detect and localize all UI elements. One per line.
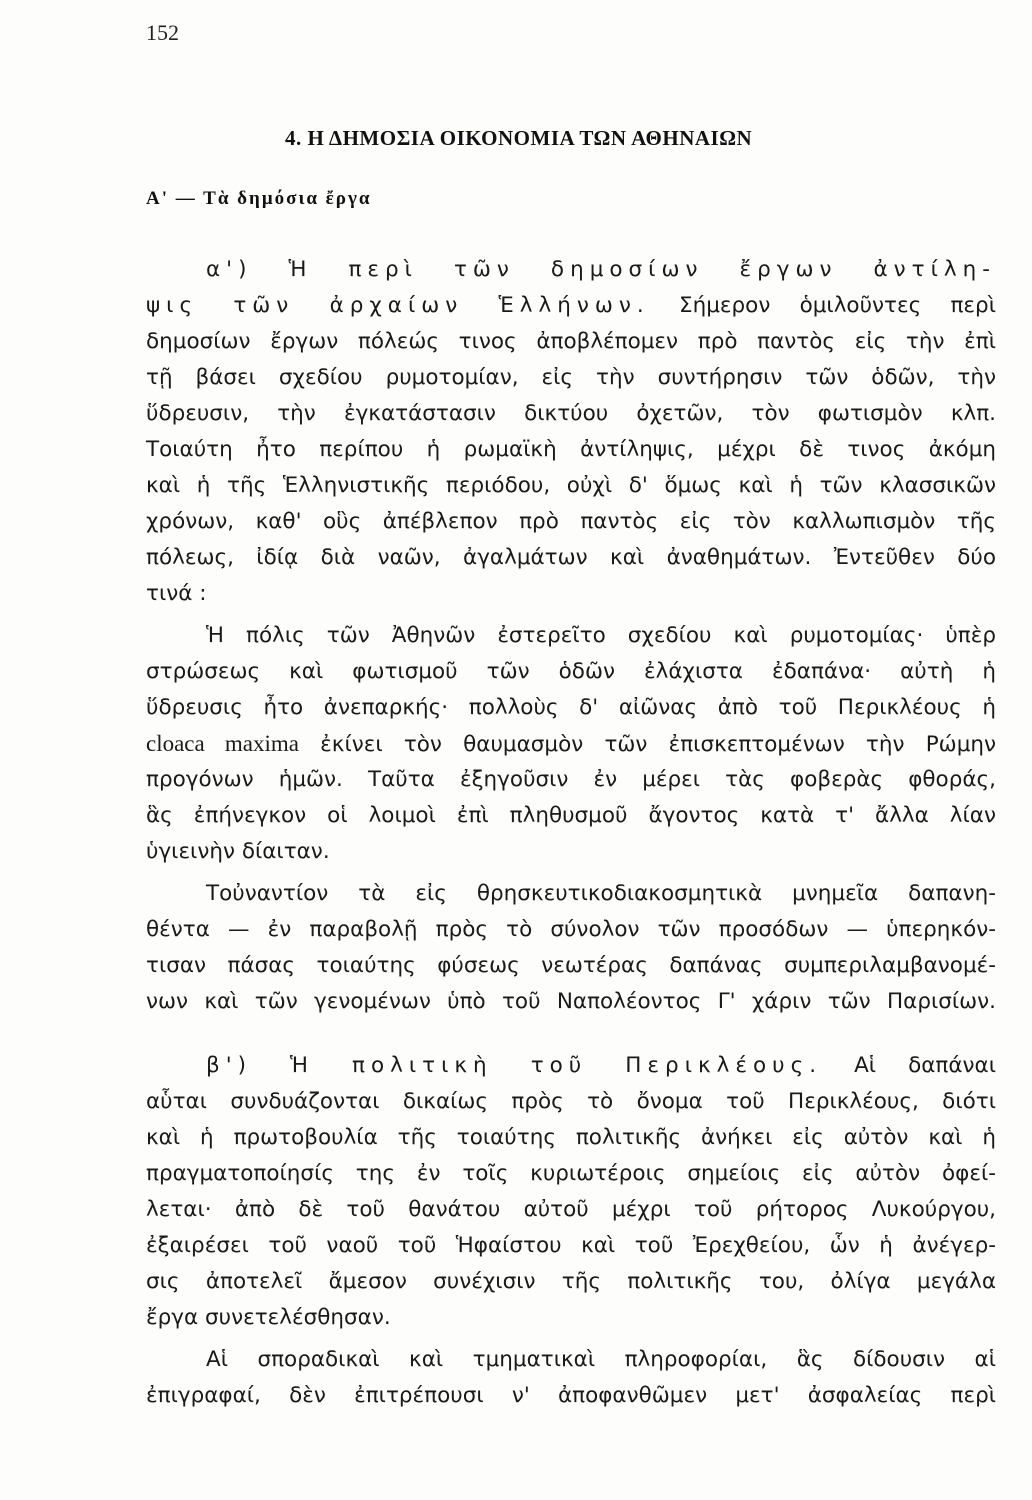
chapter-title: 4. Η ΔΗΜΟΣΙΑ ΟΙΚΟΝΟΜΙΑ ΤΩΝ ΑΘΗΝΑΙΩΝ: [285, 126, 753, 150]
paragraph-1-line-1: [206, 252, 996, 288]
paragraph-2-line-7: ὑγιεινὴν δίαιταν.: [146, 839, 330, 864]
paragraph-5-line-1: Αἱ σποραδικαὶ καὶ τμηματικαὶ πληροφορίαι, ἃς δίδουσιν αἱ: [206, 1347, 996, 1372]
paragraph-1-line-8: χρόνων, καθ' οὓς ἀπέβλεπον πρὸ παντὸς εἰς τὸν καλλωπισμὸν τῆς: [146, 509, 996, 534]
paragraph-5-line-2: ἐπιγραφαί, δὲν ἐπιτρέπουσι ν' ἀποφανθῶμεν μετ' ἀσφαλείας περὶ: [146, 1383, 996, 1408]
paragraph-4-line-5: λεται· ἀπὸ δὲ τοῦ θανάτου αὐτοῦ μέχρι τοῦ ρήτορος Λυκούργου,: [146, 1197, 996, 1222]
paragraph-4-line-7: σις ἀποτελεῖ ἄμεσον συνέχισιν τῆς πολιτικῆς του, ὀλίγα μεγάλα: [146, 1269, 996, 1294]
paragraph-2-line-6: ἃς ἐπήνεγκον οἱ λοιμοὶ ἐπὶ πληθυσμοῦ ἄγοντος κατὰ τ' ἄλλα λίαν: [146, 803, 996, 828]
paragraph-1-line-6: Τοιαύτη ἦτο περίπου ἡ ρωμαϊκὴ ἀντίληψις, μέχρι δὲ τινος ἀκόμη: [146, 437, 996, 462]
paragraph-2-line-4-text: ἐκίνει τὸν θαυμασμὸν τῶν ἐπισκεπτομένων τὴν Ρώμην: [320, 732, 997, 757]
paragraph-3-line-3: τισαν πάσας τοιαύτης φύσεως νεωτέρας δαπάνας συμπεριλαμβανομέ-: [146, 953, 996, 978]
paragraph-1-lead: α') Ἡ περὶ τῶν δημοσίων ἔργων ἀντίλη-: [206, 257, 996, 282]
paragraph-4-line-4: πραγματοποίησίς της ἐν τοῖς κυριωτέροις σημείοις εἰς αὐτὸν ὀφεί-: [146, 1161, 996, 1186]
paragraph-1-lead-continued: ψις τῶν ἀρχαίων Ἑλλήνων.: [146, 293, 650, 318]
paragraph-3-line-4: νων καὶ τῶν γενομένων ὑπὸ τοῦ Ναπολέοντος Γ' χάριν τῶν Παρισίων.: [146, 989, 996, 1014]
page-number: 152: [146, 20, 179, 45]
paragraph-4-line-8: ἔργα συνετελέσθησαν.: [146, 1305, 391, 1330]
paragraph-1-line-7: καὶ ἡ τῆς Ἑλληνιστικῆς περιόδου, οὐχὶ δ' ὅμως καὶ ἡ τῶν κλασσικῶν: [146, 473, 996, 498]
paragraph-2-line-1: Ἡ πόλις τῶν Ἀθηνῶν ἐστερεῖτο σχεδίου καὶ ρυμοτομίας· ὑπὲρ: [206, 623, 996, 648]
latin-phrase: cloaca maxima: [146, 731, 299, 756]
paragraph-1-line-5: ὕδρευσιν, τὴν ἐγκατάστασιν δικτύου ὀχετῶν, τὸν φωτισμὸν κλπ.: [146, 401, 996, 426]
paragraph-1-line-10: τινά :: [146, 581, 207, 606]
paragraph-1-line-4: τῇ βάσει σχεδίου ρυμοτομίαν, εἰς τὴν συντήρησιν τῶν ὁδῶν, τὴν: [146, 365, 996, 390]
paragraph-2-line-2: στρώσεως καὶ φωτισμοῦ τῶν ὁδῶν ἐλάχιστα ἐδαπάνα· αὐτὴ ἡ: [146, 659, 996, 684]
paragraph-3-line-1: Τοὐναντίον τὰ εἰς θρησκευτικοδιακοσμητικὰ μνημεῖα δαπανη-: [206, 881, 996, 906]
paragraph-4-line-2: αὗται συνδυάζονται δικαίως πρὸς τὸ ὄνομα τοῦ Περικλέους, διότι: [146, 1089, 996, 1114]
paragraph-1-line-2-text: Σήμερον ὁμιλοῦντες περὶ: [679, 293, 996, 318]
paragraph-4-lead: β') Ἡ πολιτικὴ τοῦ Περικλέους.: [206, 1053, 823, 1078]
paragraph-4-line-1: [206, 1048, 996, 1084]
paragraph-4-line-1-text: Αἱ δαπάναι: [854, 1053, 997, 1078]
paragraph-4-line-6: ἐξαιρέσει τοῦ ναοῦ τοῦ Ἡφαίστου καὶ τοῦ Ἐρεχθείου, ὧν ἡ ἀνέγερ-: [146, 1233, 996, 1258]
section-title: Α' — Τὰ δημόσια ἔργα: [146, 188, 372, 209]
paragraph-3-line-2: θέντα — ἐν παραβολῇ πρὸς τὸ σύνολον τῶν προσόδων — ὑπερηκόν-: [146, 917, 996, 942]
paragraph-4-line-3: καὶ ἡ πρωτοβουλία τῆς τοιαύτης πολιτικῆς ἀνήκει εἰς αὐτὸν καὶ ἡ: [146, 1125, 996, 1150]
paragraph-2-line-4: [146, 726, 996, 763]
paragraph-1-line-2: [146, 288, 996, 324]
paragraph-1-line-9: πόλεως, ἰδίᾳ διὰ ναῶν, ἀγαλμάτων καὶ ἀναθημάτων. Ἐντεῦθεν δύο: [146, 545, 996, 570]
paragraph-2-line-3: ὕδρευσις ἦτο ἀνεπαρκής· πολλοὺς δ' αἰῶνας ἀπὸ τοῦ Περικλέους ἡ: [146, 695, 996, 720]
paragraph-2-line-5: προγόνων ἡμῶν. Ταῦτα ἐξηγοῦσιν ἐν μέρει τὰς φοβερὰς φθοράς,: [146, 767, 996, 792]
paragraph-1-line-3: δημοσίων ἔργων πόλεώς τινος ἀποβλέπομεν πρὸ παντὸς εἰς τὴν ἐπὶ: [146, 329, 996, 354]
